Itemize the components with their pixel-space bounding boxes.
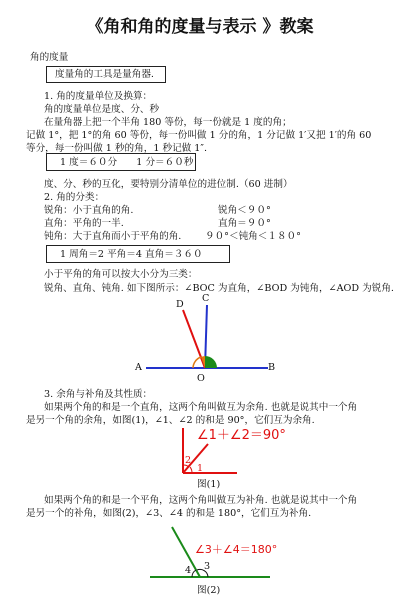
item1-line4: 等分，每一份叫做 1 秒的角，1 秒记做 1″. <box>26 143 208 154</box>
class-row-left: 直角：平角的一半. <box>44 218 124 229</box>
fig2-caption: 图(2) <box>197 585 221 596</box>
item2-small-line: 小于平角的角可以按大小分为三类： <box>44 269 198 280</box>
item2-heading: 2. 角的分类： <box>44 192 105 203</box>
class-row-right: 直角＝９０° <box>218 218 271 229</box>
item3-para1-line1: 如果两个角的和是一个直角，这两个角叫做互为余角. 也就是说其中一个角 <box>44 402 358 413</box>
class-row-left: 锐角：小于直角的角. <box>44 205 134 216</box>
label-b: B <box>268 362 276 373</box>
item1-line2: 在量角器上把一个半角 180 等份，每一份就是 1 度的角； <box>44 117 292 128</box>
item2-fig-line: 锐角、直角、钝角. 如下图所示：∠BOC 为直角，∠BOD 为钝角，∠AOD 为锐角. <box>44 283 394 294</box>
fig1-formula: ∠1＋∠2＝90° <box>197 428 286 443</box>
label-o: O <box>197 373 205 384</box>
class-row-left: 钝角：大于直角而小于平角的角. <box>44 231 182 242</box>
item3-heading: 3. 余角与补角及其性质： <box>44 389 153 400</box>
fig2-angle-4: 4 <box>185 565 192 576</box>
round-angle-text: 1 周角＝2 平角＝4 直角＝３６０ <box>60 249 203 260</box>
fig2-arc-4 <box>192 570 196 577</box>
item3-para1-line2: 是另一个角的余角，如图(1)，∠1、∠2 的和是 90°，它们互为余角. <box>26 415 315 426</box>
convert-box-text: 1 度＝６０分 1 分＝６０秒 <box>60 157 194 168</box>
tool-box-text: 度量角的工具是量角器. <box>55 69 154 80</box>
item1-line3: 记做 1°，把 1°的角 60 等份，每一份叫做 1 分的角，1 分记做 1′又把 1′的角 60 <box>26 130 372 141</box>
section-heading: 角的度量 <box>30 52 69 63</box>
fig1-angle-2: 2 <box>185 455 192 466</box>
fig2-formula: ∠3＋∠4＝180° <box>195 543 278 556</box>
item1-line1: 角的度量单位是度、分、秒 <box>44 104 160 115</box>
fig1-angle-1: 1 <box>197 463 204 474</box>
item3-para2-line1: 如果两个角的和是一个平角，这两个角叫做互为补角. 也就是说其中一个角 <box>44 495 358 506</box>
label-a: A <box>135 362 142 373</box>
class-row-right: ９０°＜钝角＜１８０° <box>205 231 301 242</box>
fig1-caption: 图(1) <box>197 479 221 490</box>
label-d: D <box>176 299 184 310</box>
label-c: C <box>202 293 210 304</box>
page-title: 《角和角的度量与表示 》教案 <box>86 17 314 37</box>
item1-heading: 1. 角的度量单位及换算： <box>44 91 153 102</box>
class-row-right: 锐角＜９０° <box>218 205 271 216</box>
fig2-angle-3: 3 <box>204 561 211 572</box>
item1-note: 度、分、秒的互化，要特别分清单位的进位制.（60 进制） <box>44 179 293 190</box>
item3-para2-line2: 是另一个的补角，如图(2)，∠3、∠4 的和是 180°，它们互为补角. <box>26 508 312 519</box>
